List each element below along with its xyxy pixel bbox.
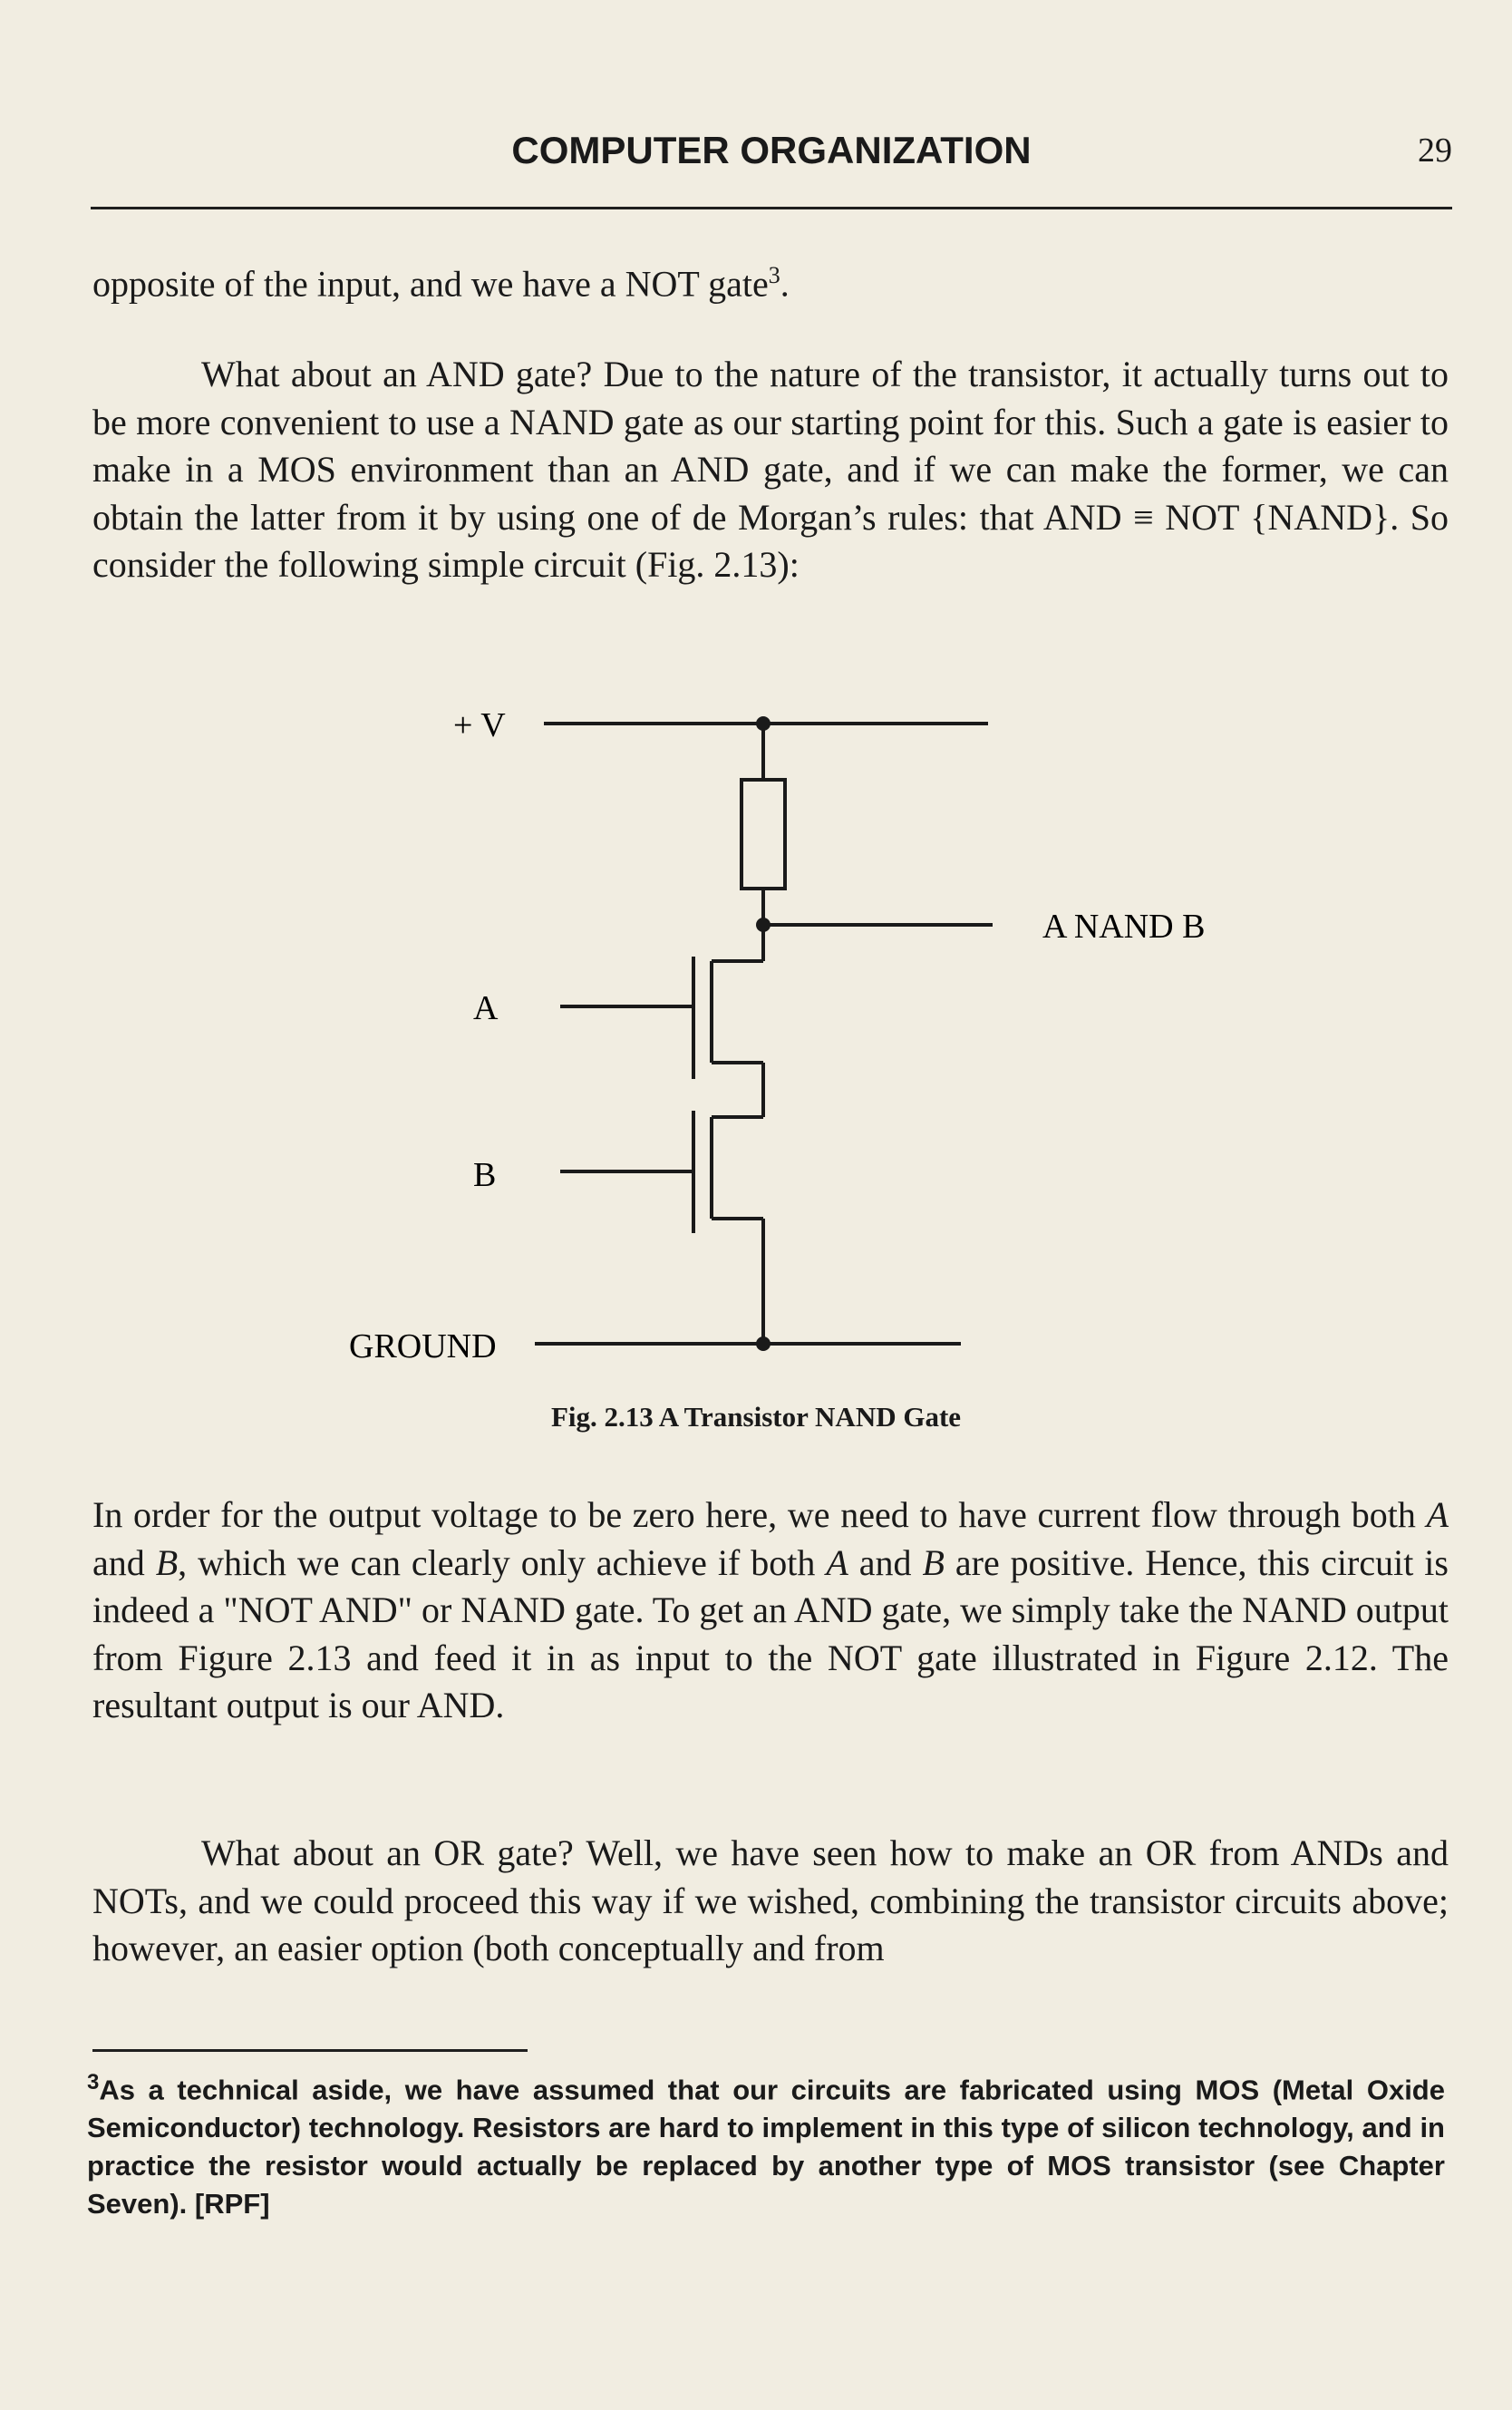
paragraph-1	[92, 252, 1449, 308]
footnote-rule	[92, 2049, 528, 2052]
paragraph-1-end: .	[780, 263, 790, 305]
nand-gate-figure	[326, 698, 1251, 1378]
output-junction-dot	[756, 918, 771, 932]
variable-a: A	[1426, 1494, 1449, 1535]
output-label: A NAND B	[1042, 908, 1206, 946]
paragraph-4: What about an OR gate? Well, we have seen how to make an OR from ANDs and NOTs, and we could proceed this way if we wished, combining the transistor circuits above; however, an easier option (both conceptually and from	[92, 1832, 1449, 1968]
variable-b: B	[155, 1541, 179, 1583]
paragraph-3-text: and	[92, 1541, 156, 1583]
page-number: 29	[1418, 131, 1452, 170]
footnote-reference: 3	[768, 262, 780, 288]
header-rule	[91, 207, 1452, 209]
ground-label: GROUND	[349, 1327, 497, 1365]
variable-a: A	[826, 1541, 848, 1583]
resistor	[741, 780, 785, 889]
paragraph-2: What about an AND gate? Due to the nature of the transistor, it actually turns out to be more convenient to use a NAND gate as our starting point for this. Such a gate is easier to make in a MOS environment than an AND gate, and if we can make the former, we can obtain the latter from it by using one of de Morgan’s rules: that AND ≡ NOT {NAND}. So consider the following simple circuit (Fig. 2.13):	[92, 354, 1449, 585]
ground-junction-dot	[756, 1336, 771, 1351]
running-header	[91, 125, 1452, 180]
paragraph-1-text: opposite of the input, and we have a NOT gate	[92, 263, 769, 305]
supply-label: + V	[453, 706, 506, 744]
supply-junction-dot	[756, 716, 771, 731]
paragraph-3-text: , which we can clearly only achieve if both	[178, 1541, 827, 1583]
paragraph-3	[92, 1492, 1449, 1730]
variable-b: B	[922, 1541, 945, 1583]
input-a-label: A	[473, 989, 499, 1027]
transistor-nand-circuit	[326, 698, 1251, 1378]
footnote	[87, 2064, 1445, 2223]
paragraph-3-text: In order for the output voltage to be zero here, we need to have current flow through both	[92, 1494, 1427, 1535]
footnote-text: As a technical aside, we have assumed that our circuits are fabricated using MOS (Metal Oxide Semiconductor) technology. Resistors are hard to implement in this type of silicon technology, and in practice the resistor would actually be replaced by another type of MOS transistor (see Chapter Seven). [RPF]	[87, 2074, 1445, 2221]
paragraph-3-text: are positive. Hence, this circuit is indeed a "NOT AND" or NAND gate. To get an AND gate, we simply take the NAND output from Figure 2.13 and feed it in as input to the NOT gate illustrated in Figure 2.12. The resultant output is our AND.	[92, 1541, 1449, 1725]
paragraph-3-text: and	[848, 1541, 923, 1583]
input-b-label: B	[473, 1156, 497, 1194]
footnote-marker: 3	[87, 2070, 100, 2094]
figure-caption: Fig. 2.13 A Transistor NAND Gate	[550, 1401, 962, 1433]
running-title: COMPUTER ORGANIZATION	[511, 129, 1032, 171]
